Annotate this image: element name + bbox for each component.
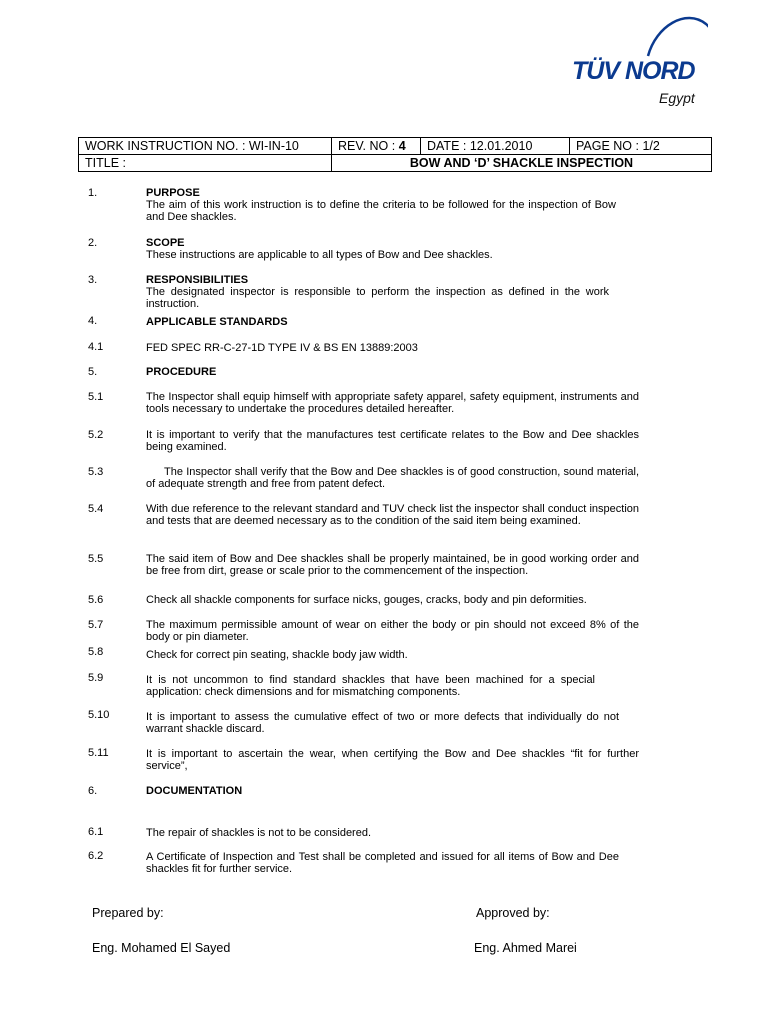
section-purpose <box>146 187 639 223</box>
section-number: 5.7 <box>88 619 104 631</box>
section-heading: SCOPE <box>146 237 185 249</box>
section-text: These instructions are applicable to all types of Bow and Dee shackles. <box>146 249 493 261</box>
section-text: With due reference to the relevant standard and TUV check list the inspector shall conduct inspection and tests that are deemed necessary as to the condition of the said item being examined. <box>146 503 639 527</box>
section-heading: RESPONSIBILITIES <box>146 274 249 286</box>
approved-by-name: Eng. Ahmed Marei <box>474 941 577 955</box>
page-no-cell: PAGE NO : 1/2 <box>570 138 712 155</box>
section-number: 5. <box>88 366 98 378</box>
section-number: 1. <box>88 187 98 199</box>
section-text: The designated inspector is responsible to perform the inspection as defined in the work instruction. <box>146 286 609 310</box>
section-number: 5.8 <box>88 646 104 658</box>
section-text: The Inspector shall equip himself with appropriate safety apparel, safety equipment, instruments and tools necessary to undertake the procedures detailed hereafter. <box>146 391 639 415</box>
section-text: It is important to verify that the manufactures test certificate relates to the Bow and Dee shackles being examined. <box>146 429 639 453</box>
section-number: 6. <box>88 785 98 797</box>
rev-no-label: REV. NO : <box>338 139 396 153</box>
section-text: The said item of Bow and Dee shackles shall be properly maintained, be in good working order and be free from dirt, grease or scale prior to the commencement of the inspection. <box>146 553 639 577</box>
prepared-by-name: Eng. Mohamed El Sayed <box>92 941 231 955</box>
section-text: The Inspector shall verify that the Bow and Dee shackles is of good construction, sound material, of adequate strength and free from patent defect. <box>146 466 639 490</box>
section-number: 5.2 <box>88 429 104 441</box>
work-instruction-cell: WORK INSTRUCTION NO. : WI-IN-10 <box>79 138 332 155</box>
section-number: 5.5 <box>88 553 104 565</box>
section-text: The maximum permissible amount of wear on either the body or pin should not exceed 8% of the body or pin diameter. <box>146 619 639 643</box>
section-number: 5.3 <box>88 466 104 478</box>
section-text: It is not uncommon to find standard shackles that have been machined for a special application: check dimensions and for mismatching components. <box>146 674 595 698</box>
section-number: 6.1 <box>88 826 104 838</box>
section-number: 6.2 <box>88 850 104 862</box>
rev-no-value: 4 <box>398 139 406 153</box>
logo-brand: TÜV NORD <box>572 57 695 85</box>
logo-country: Egypt <box>659 90 695 106</box>
tuv-nord-logo <box>568 10 708 110</box>
section-number: 5.9 <box>88 672 104 684</box>
section-number: 3. <box>88 274 98 286</box>
section-heading: DOCUMENTATION <box>146 785 243 797</box>
section-responsibilities <box>146 274 609 310</box>
section-heading: APPLICABLE STANDARDS <box>146 316 288 328</box>
document-title: BOW AND ‘D’ SHACKLE INSPECTION <box>332 155 712 172</box>
section-number: 5.1 <box>88 391 104 403</box>
section-text: The aim of this work instruction is to define the criteria to be followed for the inspection of Bow and Dee shackles. <box>146 199 616 223</box>
title-label-cell: TITLE : <box>79 155 332 172</box>
section-text: FED SPEC RR-C-27-1D TYPE IV & BS EN 13889:2003 <box>146 342 418 354</box>
section-number: 5.11 <box>88 747 109 759</box>
section-text: It is important to assess the cumulative effect of two or more defects that individually do not warrant shackle discard. <box>146 711 619 735</box>
section-number: 4. <box>88 315 98 327</box>
rev-no-cell <box>332 138 421 155</box>
section-number: 5.4 <box>88 503 104 515</box>
section-text: It is important to ascertain the wear, when certifying the Bow and Dee shackles “fit for further service”, <box>146 748 639 772</box>
section-number: 2. <box>88 237 98 249</box>
section-text: Check all shackle components for surface nicks, gouges, cracks, body and pin deformities. <box>146 594 587 606</box>
section-number: 5.10 <box>88 709 110 721</box>
prepared-by-label: Prepared by: <box>92 906 164 920</box>
section-text: A Certificate of Inspection and Test shall be completed and issued for all items of Bow and Dee shackles fit for further service. <box>146 851 619 875</box>
section-number: 5.6 <box>88 594 104 606</box>
section-text: The repair of shackles is not to be considered. <box>146 827 372 839</box>
section-heading: PURPOSE <box>146 187 200 199</box>
section-heading: PROCEDURE <box>146 366 217 378</box>
section-scope <box>146 237 639 261</box>
section-number: 4.1 <box>88 341 104 353</box>
header-table <box>78 137 712 172</box>
date-cell: DATE : 12.01.2010 <box>421 138 570 155</box>
section-text: Check for correct pin seating, shackle body jaw width. <box>146 649 408 661</box>
approved-by-label: Approved by: <box>476 906 550 920</box>
